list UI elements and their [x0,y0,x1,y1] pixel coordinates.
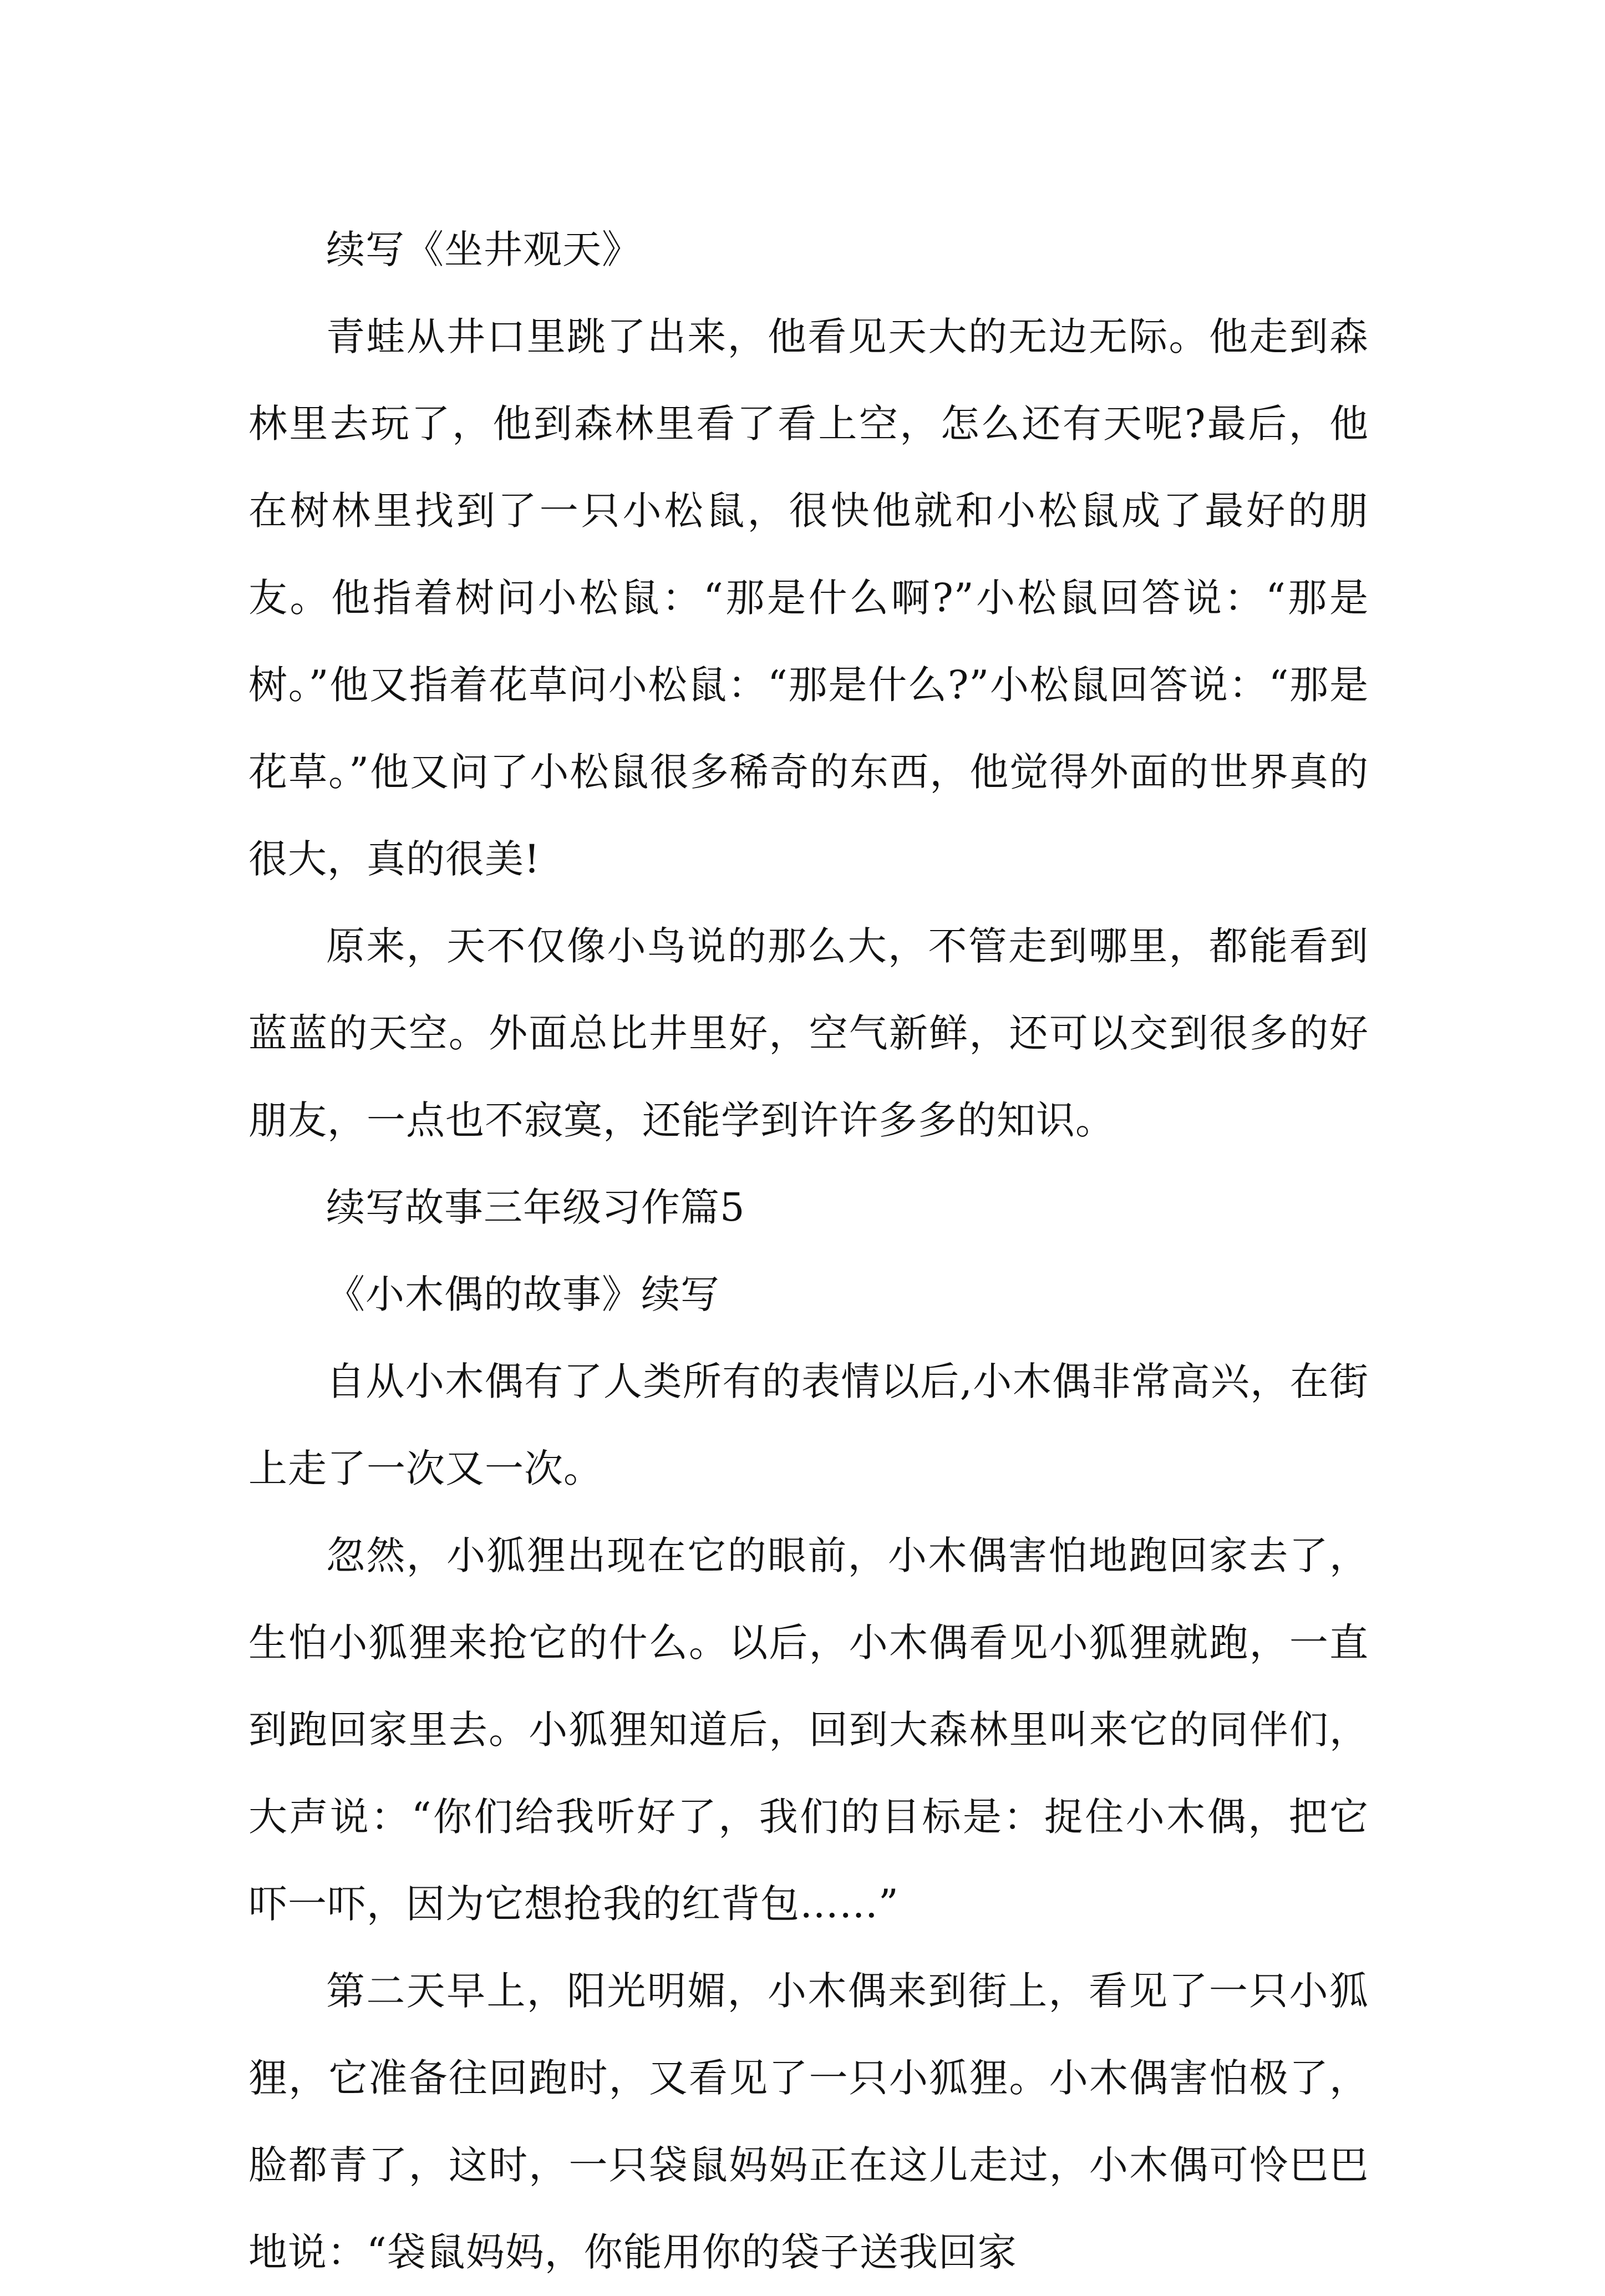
section-title-well-frog: 续写《坐井观天》 [326,227,641,272]
section-title-wooden-puppet: 《小木偶的故事》续写 [326,1272,720,1317]
paragraph: 青蛙从井口里跳了出来，他看见天大的无边无际。他走到森林里去玩了，他到森林里看了看上空，怎么还有天呢?最后，他在树林里找到了一只小松鼠，很快他就和小松鼠成了最好的朋友。他指着树问小松鼠：“那是什么啊?”小松鼠回答说：“那是树。”他又指着花草问小松鼠：“那是什么?”小松鼠回答说：“那是花草。”他又问了小松鼠很多稀奇的东西，他觉得外面的世界真的很大，真的很美! [248,314,1369,882]
paragraph: 原来，天不仅像小鸟说的那么大，不管走到哪里，都能看到蓝蓝的天空。外面总比井里好，空气新鲜，还可以交到很多的好朋友，一点也不寂寞，还能学到许许多多的知识。 [248,923,1369,1143]
paragraph: 自从小木偶有了人类所有的表情以后,小木偶非常高兴，在街上走了一次又一次。 [248,1359,1369,1491]
document-body [248,206,1369,2296]
paragraph: 第二天早上，阳光明媚，小木偶来到街上，看见了一只小狐狸，它准备往回跑时，又看见了一只小狐狸。小木偶害怕极了，脸都青了，这时，一只袋鼠妈妈正在这儿走过，小木偶可怜巴巴地说：“袋鼠妈妈，你能用你的袋子送我回家 [248,1968,1369,2275]
paragraph: 忽然，小狐狸出现在它的眼前，小木偶害怕地跑回家去了，生怕小狐狸来抢它的什么。以后，小木偶看见小狐狸就跑，一直到跑回家里去。小狐狸知道后，回到大森林里叫来它的同伴们，大声说：“你们给我听好了，我们的目标是：捉住小木偶，把它吓一吓，因为它想抢我的红背包……” [248,1533,1369,1927]
essay-number-heading: 续写故事三年级习作篇5 [326,1185,745,1230]
